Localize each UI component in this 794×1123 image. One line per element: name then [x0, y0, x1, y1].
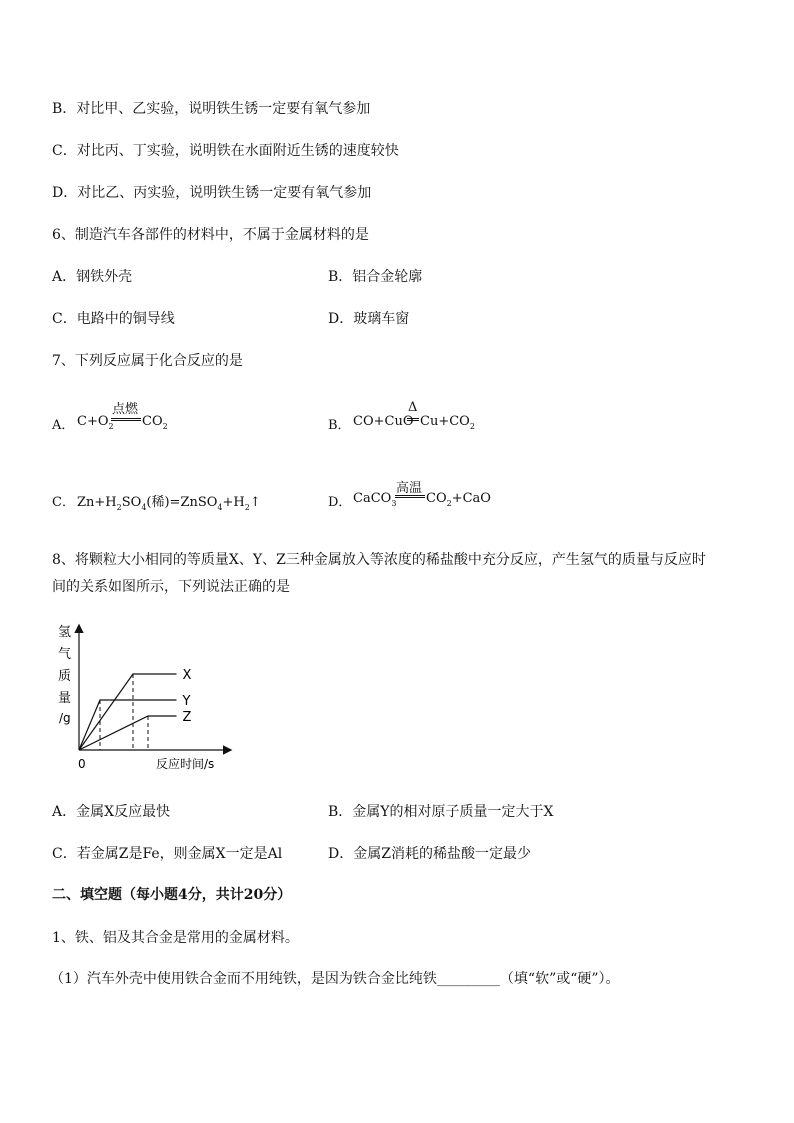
q8-option-a: A．金属X反应最快 — [52, 804, 171, 820]
option-letter: D． — [328, 495, 352, 510]
equation-products: $Cu+CO_2$ — [420, 414, 475, 431]
equals-sign — [395, 495, 425, 498]
fill-q1-part1: （1）汽车外壳中使用铁合金而不用纯铁，是因为铁合金比纯铁_________（填“软”或“硬”）。 — [50, 971, 620, 987]
q5-option-b: B．对比甲、乙实验，说明铁生锈一定要有氧气参加 — [52, 101, 371, 117]
q6-option-d: D．玻璃车窗 — [328, 311, 410, 327]
x-axis-label: 反应时间/s — [156, 757, 215, 771]
section-heading: 二、填空题（每小题4分，共计20分） — [52, 887, 292, 903]
equation-reactants: $C+O_2$ — [77, 414, 114, 431]
equation-reactants: CO+CuO — [353, 414, 414, 429]
y-label-char: 量 — [58, 691, 72, 706]
hydrogen-mass-chart — [46, 618, 266, 778]
y-label-char: 质 — [58, 669, 72, 684]
option-letter: C． — [52, 495, 75, 510]
equation-products: $CO_2$ — [142, 414, 168, 431]
q5-option-c: C．对比丙、丁实验，说明铁在水面附近生锈的速度较快 — [52, 143, 399, 159]
q6-stem: 6、制造汽车各部件的材料中，不属于金属材料的是 — [52, 227, 369, 243]
option-letter: B． — [328, 418, 351, 433]
q6-option-c: C．电路中的铜导线 — [52, 311, 175, 327]
q8-option-c: C．若金属Z是Fe，则金属X一定是Al — [52, 846, 283, 862]
reaction-condition: 高温 — [396, 481, 423, 496]
reaction-condition: Δ — [408, 400, 418, 415]
equation: $Zn+H_2SO_4$(稀)$=ZnSO_4+H_2↑$ — [77, 495, 261, 512]
q6-option-b: B．铝合金轮廓 — [328, 269, 423, 285]
y-label-char: 氢 — [58, 625, 72, 640]
option-letter: A． — [52, 418, 75, 433]
q8-option-b: B．金属Y的相对原子质量一定大于X — [328, 804, 554, 820]
y-label-char: 气 — [58, 647, 72, 662]
series-label-z: Z — [182, 710, 192, 725]
equation-reactants: CaCO$_3$ — [353, 491, 397, 508]
q6-option-a: A．钢铁外壳 — [52, 269, 133, 285]
series-line-z — [79, 716, 177, 750]
y-label-char: /g — [59, 711, 71, 725]
series-label-y: Y — [182, 694, 191, 709]
q8-stem-line1: 8、将颗粒大小相同的等质量X、Y、Z三种金属放入等浓度的稀盐酸中充分反应，产生氢气的质量与反应时 — [52, 552, 706, 568]
series-line-x — [79, 674, 177, 750]
equals-sign — [407, 418, 419, 421]
q5-option-d: D．对比乙、丙实验，说明铁生锈一定要有氧气参加 — [52, 185, 372, 201]
q7-stem: 7、下列反应属于化合反应的是 — [52, 353, 243, 369]
q8-stem-line2: 间的关系如图所示，下列说法正确的是 — [52, 579, 290, 595]
equation-products: $CO_2+CaO$ — [426, 491, 491, 508]
reaction-condition: 点燃 — [112, 402, 139, 417]
q8-option-d: D．金属Z消耗的稀盐酸一定最少 — [328, 846, 531, 862]
series-label-x: X — [182, 668, 192, 683]
equals-sign — [111, 418, 141, 421]
fill-q1-stem: 1、铁、铝及其合金是常用的金属材料。 — [52, 930, 299, 946]
origin-label: 0 — [78, 757, 86, 771]
